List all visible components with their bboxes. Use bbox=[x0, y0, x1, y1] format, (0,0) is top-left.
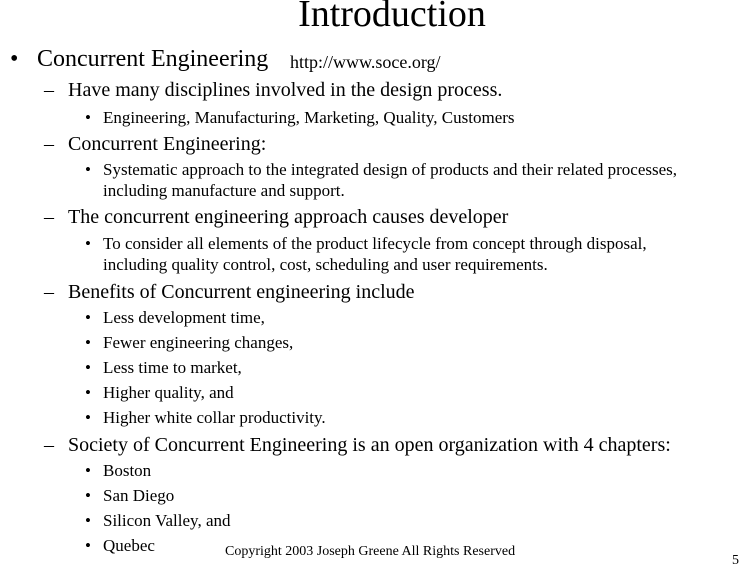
bullet-dot: • bbox=[85, 511, 91, 530]
list-item: Engineering, Manufacturing, Marketing, Quality, Customers bbox=[103, 108, 515, 127]
dash-marker: – bbox=[44, 133, 54, 155]
bullet-dot: • bbox=[85, 160, 91, 179]
list-item: San Diego bbox=[103, 486, 175, 505]
section-heading: Benefits of Concurrent engineering include bbox=[68, 281, 415, 303]
level1-label: Concurrent Engineering bbox=[37, 46, 269, 72]
list-item: Less time to market, bbox=[103, 358, 242, 377]
dash-marker: – bbox=[44, 206, 54, 228]
list-item: Silicon Valley, and bbox=[103, 511, 231, 530]
bullet-dot: • bbox=[85, 333, 91, 352]
bullet-dot: • bbox=[10, 46, 19, 72]
list-item: Less development time, bbox=[103, 308, 265, 327]
list-item: To consider all elements of the product lifecycle from concept through disposal, bbox=[103, 234, 647, 253]
page-number: 5 bbox=[732, 553, 739, 568]
soce-link[interactable]: http://www.soce.org/ bbox=[290, 52, 441, 72]
dash-marker: – bbox=[44, 434, 54, 456]
list-item: Higher quality, and bbox=[103, 383, 234, 402]
bullet-dot: • bbox=[85, 234, 91, 253]
list-item-continuation: including manufacture and support. bbox=[103, 181, 345, 200]
slide-title: Introduction bbox=[298, 0, 486, 35]
bullet-dot: • bbox=[85, 408, 91, 427]
dash-marker: – bbox=[44, 79, 54, 101]
bullet-dot: • bbox=[85, 108, 91, 127]
bullet-dot: • bbox=[85, 383, 91, 402]
list-item: Higher white collar productivity. bbox=[103, 408, 326, 427]
section-heading: Society of Concurrent Engineering is an open organization with 4 chapters: bbox=[68, 434, 671, 456]
list-item: Boston bbox=[103, 461, 152, 480]
dash-marker: – bbox=[44, 281, 54, 303]
bullet-dot: • bbox=[85, 308, 91, 327]
section-heading: The concurrent engineering approach causes developer bbox=[68, 206, 509, 228]
bullet-dot: • bbox=[85, 536, 91, 555]
list-item-continuation: including quality control, cost, scheduling and user requirements. bbox=[103, 255, 548, 274]
list-item: Quebec bbox=[103, 536, 155, 555]
section-heading: Have many disciplines involved in the design process. bbox=[68, 79, 503, 101]
bullet-dot: • bbox=[85, 461, 91, 480]
copyright-footer: Copyright 2003 Joseph Greene All Rights Reserved bbox=[225, 544, 516, 559]
bullet-dot: • bbox=[85, 486, 91, 505]
section-heading: Concurrent Engineering: bbox=[68, 133, 267, 155]
list-item: Systematic approach to the integrated design of products and their related processes, bbox=[103, 160, 678, 179]
list-item: Fewer engineering changes, bbox=[103, 333, 294, 352]
bullet-dot: • bbox=[85, 358, 91, 377]
